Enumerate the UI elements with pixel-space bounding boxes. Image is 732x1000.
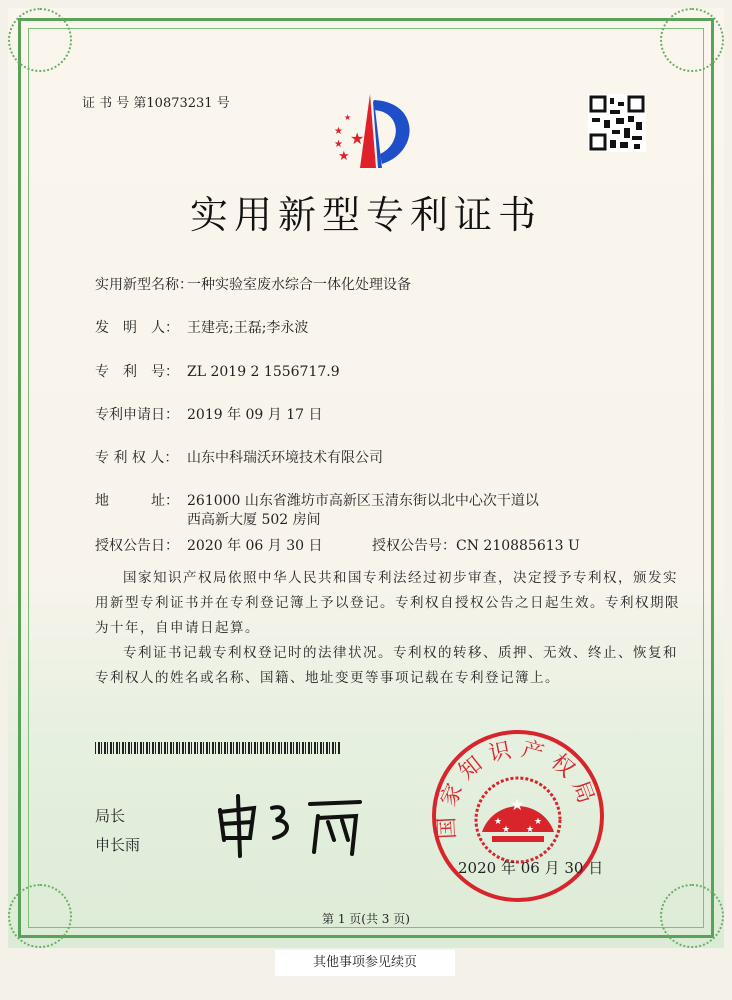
field-value: 2020 年 06 月 30 日 [187,538,323,554]
field-patentee [95,447,383,467]
field-label: 专利申请日： [95,407,179,423]
field-address-line2: 西高新大厦 502 房间 [187,512,321,528]
field-value: 一种实验室废水综合一体化处理设备 [187,277,411,293]
svg-text:★: ★ [350,129,365,148]
field-value: 261000 山东省潍坊市高新区玉清东街以北中心次干道以 [187,493,539,509]
director-name: 申长雨 [95,836,141,854]
svg-text:国家知识产权局: 国家知识产权局 [434,736,601,840]
field-application-date [95,404,323,424]
field-grant-number [372,535,580,555]
signature-icon [210,790,380,860]
field-label: 实用新型名称： [95,277,193,293]
page-title: 实用新型专利证书 [189,193,542,237]
statement-paragraph: 专利证书记载专利权登记时的法律状况。专利权的转移、质押、无效、终止、恢复和专利权人的姓名或名称、国籍、地址变更等事项记载在专利登记簿上。 [95,645,678,686]
svg-text:★: ★ [334,139,343,150]
field-label: 授权公告号： [372,538,456,554]
svg-text:★: ★ [510,795,525,814]
barcode [95,742,340,754]
field-value: 山东中科瑞沃环境技术有限公司 [187,450,383,466]
field-value: 2019 年 09 月 17 日 [187,407,323,423]
field-label: 专 利 号： [95,364,179,380]
continued-note: 其他事项参见续页 [275,950,455,976]
corner-ornament [8,8,72,72]
svg-text:★: ★ [502,825,511,835]
field-label: 授权公告日： [95,538,179,554]
field-value: ZL 2019 2 1556717.9 [187,364,340,380]
cnipa-logo-icon [310,92,420,172]
corner-ornament [660,8,724,72]
svg-text:★: ★ [338,149,350,164]
field-inventors [95,317,308,337]
svg-text:★: ★ [494,817,503,827]
statement-paragraph: 国家知识产权局依照中华人民共和国专利法经过初步审查，决定授予专利权，颁发实用新型专利证书并在专利登记簿上予以登记。专利权自授权公告之日起生效。专利权期限为十年，自申请日起算。 [95,570,680,636]
field-patent-number [95,361,340,381]
director-title: 局长 [95,807,126,825]
certificate-number: 证 书 号 第10873231 号 [82,96,230,111]
svg-text:★: ★ [526,825,535,835]
field-label: 地 址： [95,493,179,509]
field-label: 专 利 权 人： [95,450,179,466]
field-value: CN 210885613 U [456,538,580,554]
page-info: 第 1 页(共 3 页) [322,912,410,926]
svg-text:★: ★ [334,126,343,137]
qr-code-icon[interactable] [588,94,646,152]
field-value: 王建亮;王磊;李永波 [187,320,309,336]
field-label: 发 明 人： [95,320,179,336]
field-address [95,490,539,510]
svg-text:★: ★ [344,113,352,122]
field-grant-date [95,535,323,555]
seal-date: 2020 年 06 月 30 日 [458,859,604,877]
svg-text:★: ★ [534,817,543,827]
field-utility-model-name [95,274,411,294]
